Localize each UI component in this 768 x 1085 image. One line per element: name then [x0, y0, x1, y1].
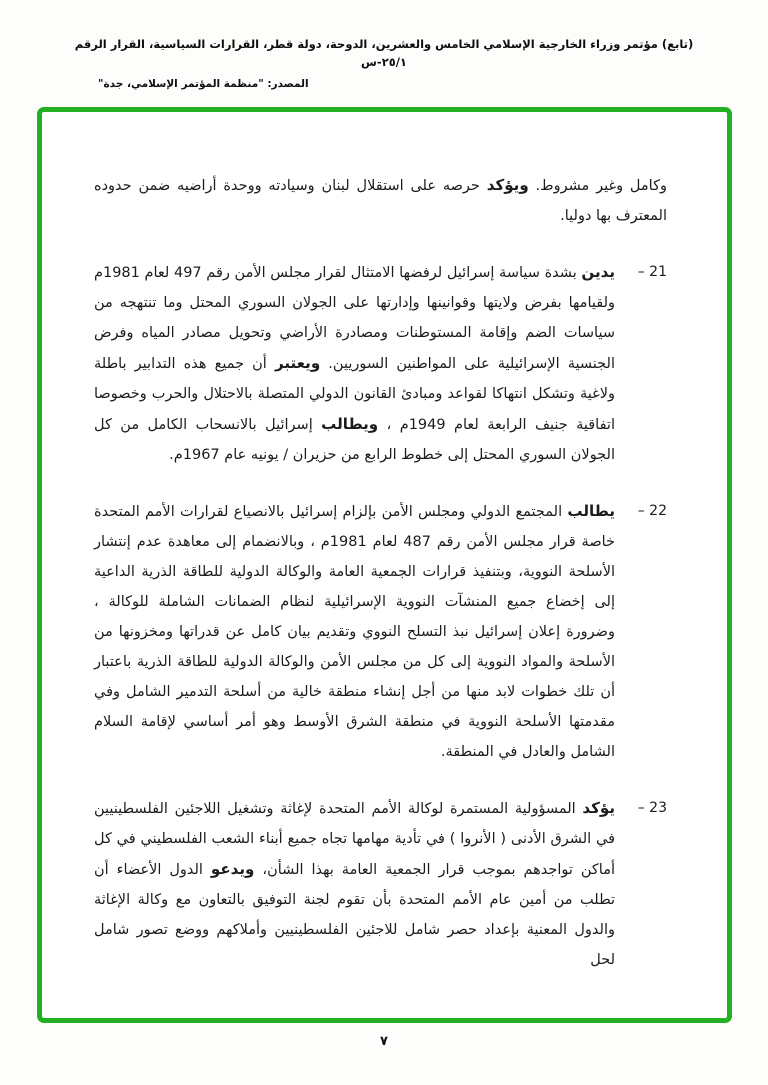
numbered-paragraphs	[94, 257, 667, 975]
numbered-paragraph	[94, 496, 667, 767]
resolution-text	[94, 170, 667, 975]
page-footer	[0, 1034, 768, 1049]
numbered-paragraph	[94, 257, 667, 470]
paragraph-number: 22 –	[637, 503, 667, 519]
header-title: (تابع) مؤتمر وزراء الخارجية الإسلامي الخامس والعشرين، الدوحة، دولة قطر، القرارات السياسية، القرار الرقم ٢٥/١-س	[74, 37, 694, 69]
document-header	[58, 36, 710, 92]
intro-paragraph	[94, 170, 667, 231]
text-run: المجتمع الدولي ومجلس الأمن بإلزام إسرائيل بالانصياع لقرارات الأمم المتحدة خاصة قرار مجلس الأمن رقم 487 لعام 1981م ، وبالانضمام إلى معاهدة عدم إنتشار الأسلحة النووية، وبتنفيذ قرارات الجمعية العامة والوكالة الدولية للطاقة الذرية الداعية إلى إخضاع جميع المنشآت النووية الإسرائيلية لنظام الضمانات الشاملة للوكالة ، وضرورة إعلان إسرائيل نبذ التسلح النووي وتقديم بيان كامل عن قدراتها ومخزونها من الأسلحة والمواد النووية إلى كل من مجلس الأمن والوكالة الدولية للطاقة الذرية باعتبار أن تلك خطوات لابد منها من أجل إنشاء منطقة خالية من أسلحة التدمير الشامل وفي مقدمتها الأسلحة النووية في منطقة الشرق الأوسط وهو أمر أساسي لإقامة السلام الشامل والعادل في المنطقة.	[94, 504, 616, 760]
page-number: ٧	[380, 1034, 388, 1049]
text-run: بشدة سياسة إسرائيل لرفضها الامتثال لقرار مجلس الأمن رقم 497 لعام 1981م ولقيامها بفرض ولايتها وقوانينها وإدارتها على الجولان السوري المحتل وما تنتهجه من سياسات الضم وإقامة المستوطنات ومصادرة الأراضي وتحويل مصادر المياه وفرض الجنسية الإسرائيلية على المواطنين السوريين.	[94, 265, 615, 372]
bold-keyword: ويدعو	[210, 860, 255, 878]
paragraph-text	[94, 793, 615, 975]
bold-keyword: ويطالب	[321, 415, 379, 433]
text-run: المسؤولية المستمرة لوكالة الأمم المتحدة لإغاثة وتشغيل اللاجئين الفلسطينيين في الشرق الأدنى ( الأنروا ) في تأدية مهامها تجاه جميع أبناء الشعب الفلسطيني في كل أماكن تواجدهم بموجب قرار الجمعية العامة بهذا الشأن،	[94, 801, 615, 878]
bold-keyword: ويعتبر	[274, 354, 321, 372]
numbered-paragraph	[94, 793, 667, 975]
bold-keyword: يطالب	[567, 502, 615, 520]
bold-keyword: يدين	[581, 263, 615, 281]
paragraph-text	[94, 257, 615, 470]
bold-keyword: ويؤكد	[486, 176, 529, 194]
text-run: حرصه على استقلال لبنان وسيادته ووحدة أراضيه ضمن حدوده المعترف بها دوليا.	[94, 178, 667, 224]
text-run: وكامل وغير مشروط.	[528, 178, 667, 194]
text-run: أن جميع هذه التدابير باطلة ولاغية وتشكل انتهاكا لقواعد ومبادئ القانون الدولي المتصلة بالاحتلال والحرب وخصوصا اتفاقية جنيف الرابعة لعام 1949م ،	[94, 356, 615, 433]
green-border-frame	[37, 107, 732, 1023]
paragraph-number: 21 –	[637, 264, 667, 280]
paragraph-text	[94, 496, 615, 767]
bold-keyword: يؤكد	[582, 799, 615, 817]
header-source: المصدر: "منظمة المؤتمر الإسلامي، جدة"	[98, 77, 309, 90]
text-run: إسرائيل بالانسحاب الكامل من كل الجولان السوري المحتل إلى خطوط الرابع من حزيران / يونيه عام 1967م.	[94, 417, 615, 463]
paragraph-number: 23 –	[637, 800, 667, 816]
text-run: الدول الأعضاء أن تطلب من أمين عام الأمم المتحدة بأن تقوم لجنة التوفيق بالتعاون مع وكالة الإغاثة والدول المعنية بإعداد حصر شامل للاجئين الفلسطينيين وأملاكهم ووضع تصور شامل لحل	[94, 862, 615, 968]
